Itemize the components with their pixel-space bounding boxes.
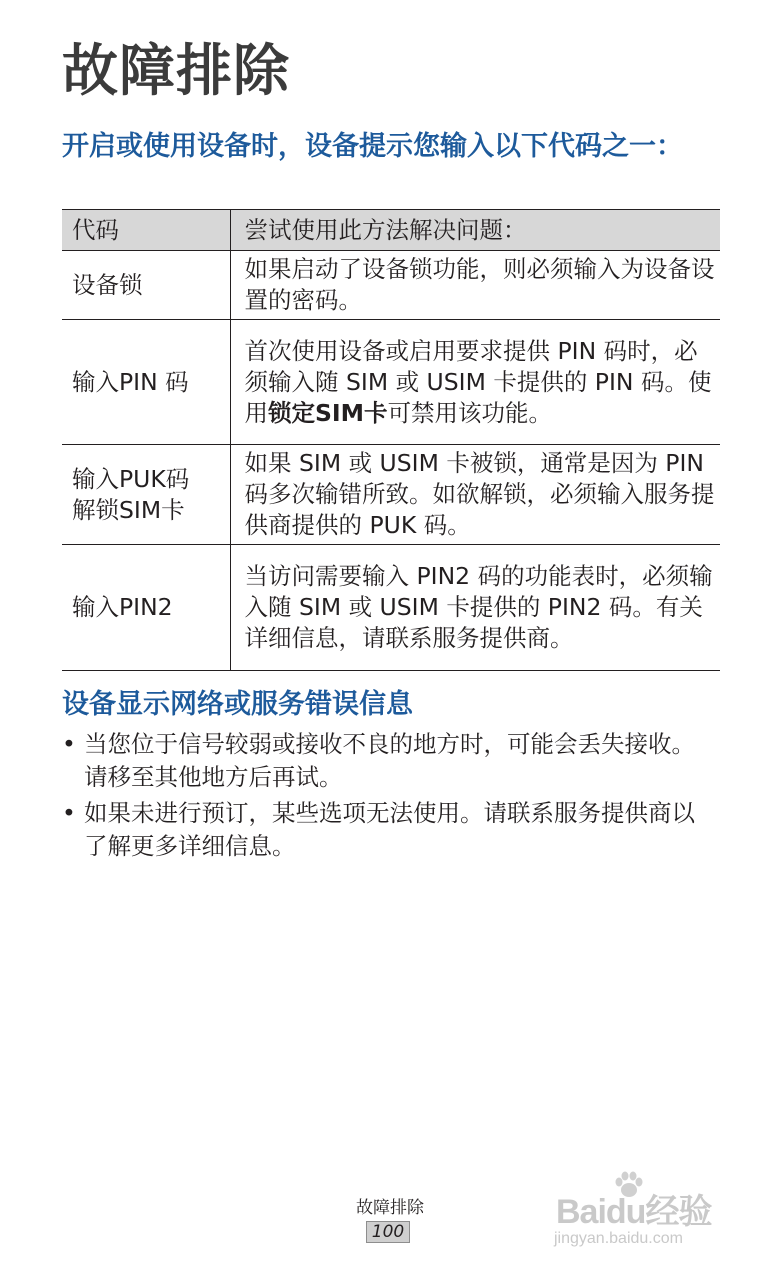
solution-cell: 当访问需要输入 PIN2 码的功能表时，必须输入随 SIM 或 USIM 卡提供的 PIN2 码。有关详细信息，请联系服务提供商。 bbox=[230, 545, 720, 671]
solution-cell: 如果启动了设备锁功能，则必须输入为设备设置的密码。 bbox=[230, 251, 720, 320]
header-solution: 尝试使用此方法解决问题： bbox=[230, 210, 720, 251]
code-cell: 输入PIN 码 bbox=[62, 320, 230, 445]
list-item bbox=[62, 797, 712, 863]
code-cell: 输入PIN2 bbox=[62, 545, 230, 671]
page-number: 100 bbox=[366, 1221, 410, 1243]
table-row bbox=[62, 445, 720, 545]
section-title-network-error: 设备显示网络或服务错误信息 bbox=[62, 689, 413, 720]
solution-bold-term: 锁定SIM卡 bbox=[268, 398, 388, 427]
header-code: 代码 bbox=[62, 210, 230, 251]
solution-text: 首次使用设备或启用要求提供 PIN 码时，必须输入随 SIM 或 USIM 卡提供的 PIN 码。使用 bbox=[244, 336, 712, 427]
bullet-icon: • bbox=[62, 799, 76, 827]
solution-text: 可禁用该功能。 bbox=[387, 398, 553, 427]
table-row bbox=[62, 545, 720, 671]
code-line: 解锁SIM卡 bbox=[72, 495, 185, 524]
code-cell bbox=[62, 445, 230, 545]
table-row bbox=[62, 320, 720, 445]
bullet-list bbox=[62, 728, 712, 866]
solution-cell bbox=[230, 320, 720, 445]
code-cell: 设备锁 bbox=[62, 251, 230, 320]
baidu-watermark bbox=[552, 1170, 752, 1270]
code-line: 输入PUK码 bbox=[72, 464, 190, 493]
page-title: 故障排除 bbox=[62, 39, 290, 104]
footer-section-label: 故障排除 bbox=[356, 1198, 424, 1218]
bullet-icon: • bbox=[62, 730, 76, 758]
table-header-row bbox=[62, 210, 720, 251]
code-table bbox=[62, 209, 720, 671]
section-title-code-prompt: 开启或使用设备时，设备提示您输入以下代码之一： bbox=[62, 131, 683, 162]
table-row bbox=[62, 251, 720, 320]
watermark-url: jingyan.baidu.com bbox=[554, 1230, 683, 1247]
list-item bbox=[62, 728, 712, 794]
watermark-text: Baidu经验 bbox=[556, 1193, 712, 1231]
solution-cell: 如果 SIM 或 USIM 卡被锁，通常是因为 PIN 码多次输错所致。如欲解锁，必须输入服务提供商提供的 PUK 码。 bbox=[230, 445, 720, 545]
list-item-text: 如果未进行预订，某些选项无法使用。请联系服务提供商以了解更多详细信息。 bbox=[84, 799, 695, 860]
list-item-text: 当您位于信号较弱或接收不良的地方时，可能会丢失接收。请移至其他地方后再试。 bbox=[84, 730, 695, 791]
